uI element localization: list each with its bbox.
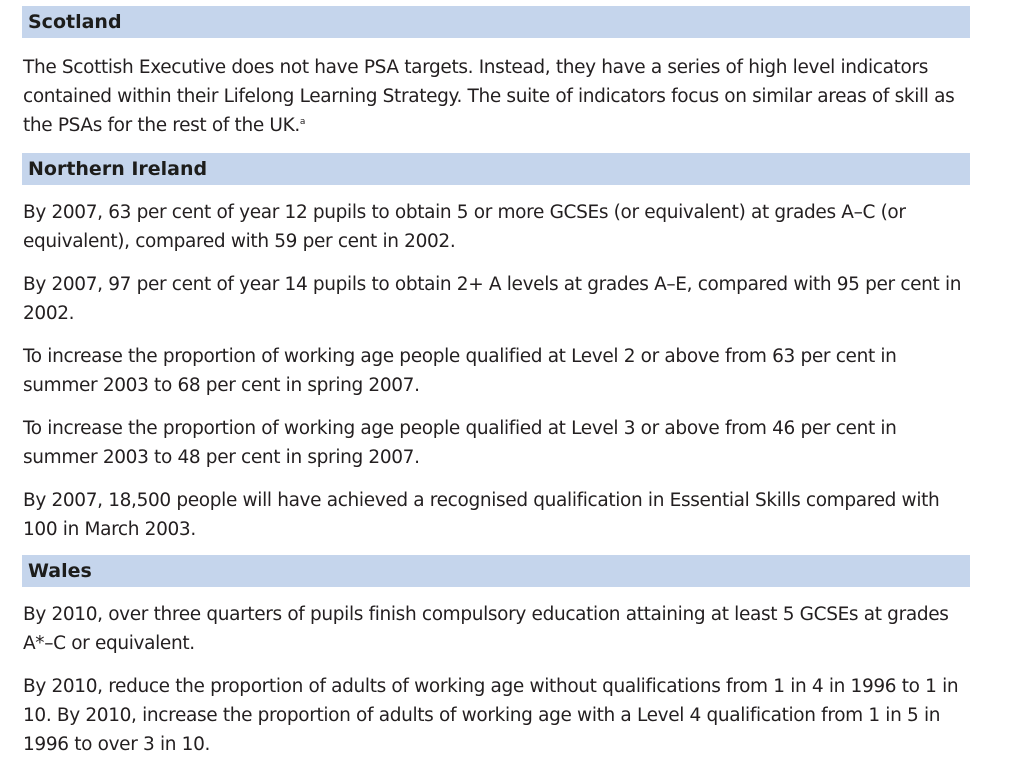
northern-ireland-paragraph-1: By 2007, 63 per cent of year 12 pupils to obtain 5 or more GCSEs (or equivalent) at grades A–C (or equivalent), compared with 59 per cent in 2002. xyxy=(23,202,906,252)
wales-paragraph-2: By 2010, reduce the proportion of adults of working age without qualifications from 1 in 4 in 1996 to 1 in 10. By 2010, increase the proportion of adults of working age with a Level 4 qualification from 1 in 5 in 1996 to over 3 in 10. xyxy=(23,676,959,755)
section-header-northern-ireland: Northern Ireland xyxy=(22,153,970,185)
northern-ireland-paragraph-3: To increase the proportion of working age people qualified at Level 2 or above from 63 per cent in summer 2003 to 68 per cent in spring 2007. xyxy=(23,346,897,396)
northern-ireland-paragraph-2: By 2007, 97 per cent of year 14 pupils to obtain 2+ A levels at grades A–E, compared with 95 per cent in 2002. xyxy=(23,274,962,324)
document xyxy=(22,6,970,759)
scotland-paragraph xyxy=(22,53,970,140)
northern-ireland-paragraph-5: By 2007, 18,500 people will have achieved a recognised qualification in Essential Skills compared with 100 in March 2003. xyxy=(23,490,940,540)
footnote-marker: a xyxy=(299,116,306,127)
section-header-wales: Wales xyxy=(22,555,970,587)
section-header-scotland: Scotland xyxy=(22,6,970,38)
scotland-paragraph-text: The Scottish Executive does not have PSA targets. Instead, they have a series of high level indicators contained within their Lifelong Learning Strategy. The suite of indicators focus on similar areas of skill as the PSAs for the rest of the UK. xyxy=(23,57,955,136)
northern-ireland-paragraph-4: To increase the proportion of working age people qualified at Level 3 or above from 46 per cent in summer 2003 to 48 per cent in spring 2007. xyxy=(23,418,897,468)
wales-paragraph-1: By 2010, over three quarters of pupils finish compulsory education attaining at least 5 GCSEs at grades A*–C or equivalent. xyxy=(23,604,949,654)
